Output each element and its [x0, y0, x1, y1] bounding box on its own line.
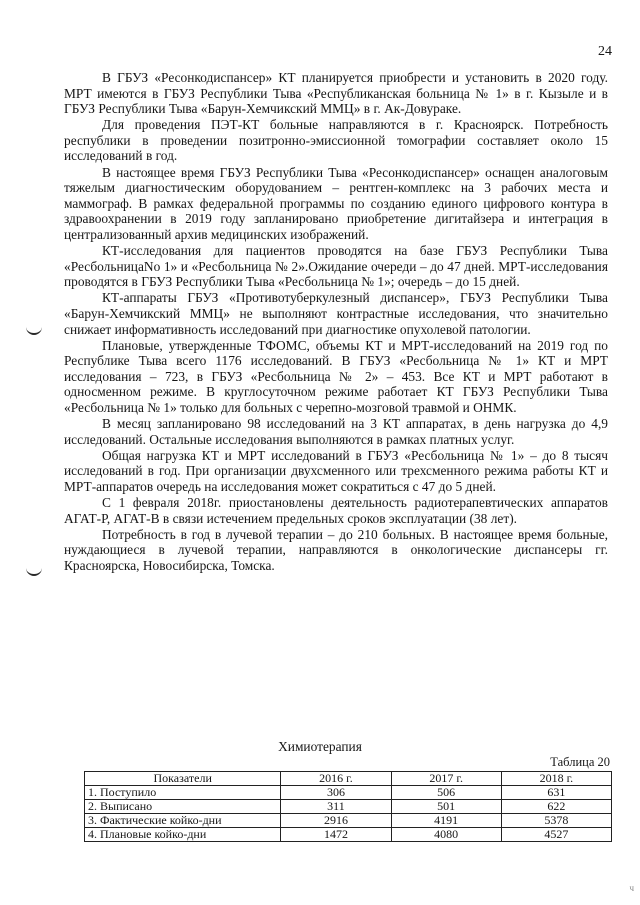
table-cell: 1472 — [281, 828, 391, 842]
margin-mark — [26, 566, 42, 576]
column-header: 2018 г. — [501, 772, 611, 786]
paragraph: КТ-аппараты ГБУЗ «Противотуберкулезный диспансер», ГБУЗ Республики Тыва «Барун-Хемчикский ММЦ» не выполняют контрастные исследования, что значительно снижает информативность исследований при диагностике опухолевой патологии. — [64, 290, 608, 337]
table-row — [85, 800, 612, 814]
table-cell: 622 — [501, 800, 611, 814]
table-caption: Таблица 20 — [550, 755, 610, 769]
table-cell: 2916 — [281, 814, 391, 828]
table-cell: 311 — [281, 800, 391, 814]
paragraph: Плановые, утвержденные ТФОМС, объемы КТ и МРТ-исследований на 2019 год по Республике Тыва всего 1176 исследований. В ГБУЗ «Ресбольница № 1» КТ и МРТ исследования – 723, в ГБУЗ «Ресбольница № 2» – 453. Все КТ и МРТ работают в односменном режиме. В круглосуточном режиме работает КТ ГБУЗ Республики Тыва «Ресбольница № 1» только для больных с черепно-мозговой травмой и ОНМК. — [64, 337, 608, 415]
table-cell: 506 — [391, 786, 501, 800]
table-cell: 4191 — [391, 814, 501, 828]
paragraph: С 1 февраля 2018г. приостановлены деятельность радиотерапевтических аппаратов АГАТ-Р, АГАТ-В в связи истечением предельных сроков эксплуатации (38 лет). — [64, 495, 608, 526]
margin-mark — [26, 325, 42, 335]
chemotherapy-table — [84, 771, 612, 842]
table-cell: 3. Фактические койко-дни — [85, 814, 281, 828]
table-cell: 4527 — [501, 828, 611, 842]
table-row — [85, 786, 612, 800]
body-text — [64, 70, 608, 574]
table-cell: 501 — [391, 800, 501, 814]
corner-mark: ч — [629, 883, 634, 893]
table-row — [85, 814, 612, 828]
paragraph: Для проведения ПЭТ-КТ больные направляются в г. Красноярск. Потребность республики в проведении позитронно-эмиссионной томографии составляет около 15 исследований в год. — [64, 117, 608, 164]
column-header: Показатели — [85, 772, 281, 786]
paragraph: В ГБУЗ «Ресонкодиспансер» КТ планируется приобрести и установить в 2020 году. МРТ имеются в ГБУЗ Республики Тыва «Республиканская больница № 1» в г. Кызыле и в ГБУЗ Республики Тыва «Барун-Хемчикский ММЦ» в г. Ак-Довураке. — [64, 70, 608, 117]
paragraph: Потребность в год в лучевой терапии – до 210 больных. В настоящее время больные, нуждающиеся в лучевой терапии, направляются в онкологические диспансеры гг. Красноярска, Новосибирска, Томска. — [64, 526, 608, 573]
table-cell: 306 — [281, 786, 391, 800]
section-title: Химиотерапия — [278, 739, 362, 754]
table-cell: 1. Поступило — [85, 786, 281, 800]
table-cell: 4. Плановые койко-дни — [85, 828, 281, 842]
table-cell: 2. Выписано — [85, 800, 281, 814]
column-header: 2017 г. — [391, 772, 501, 786]
paragraph: Общая нагрузка КТ и МРТ исследований в ГБУЗ «Ресбольница № 1» – до 8 тысяч исследований в год. При организации двухсменного или трехсменного режима работы КТ и МРТ-аппаратов очередь на исследования может сократиться с 47 до 5 дней. — [64, 447, 608, 494]
page-number: 24 — [598, 44, 612, 59]
column-header: 2016 г. — [281, 772, 391, 786]
table-row — [85, 828, 612, 842]
paragraph: КТ-исследования для пациентов проводятся на базе ГБУЗ Республики Тыва «РесбольницаNo 1» и «Ресбольница № 2».Ожидание очереди – до 47 дней. МРТ-исследования проводятся в ГБУЗ Республики Тыва «Ресбольница № 1»; очередь – до 15 дней. — [64, 243, 608, 290]
table-cell: 4080 — [391, 828, 501, 842]
paragraph: В настоящее время ГБУЗ Республики Тыва «Ресонкодиспансер» оснащен аналоговым тяжелым диагностическим оборудованием – рентген-комплекс на 3 рабочих места и маммограф. В рамках федеральной программы по созданию единого цифрового контура в здравоохранении в 2019 году запланировано приобретение дигитайзера и интеграция в централизованный архив медицинских изображений. — [64, 164, 608, 242]
table-cell: 5378 — [501, 814, 611, 828]
table-cell: 631 — [501, 786, 611, 800]
paragraph: В месяц запланировано 98 исследований на 3 КТ аппаратах, в день нагрузка до 4,9 исследований. Остальные исследования выполняются в рамках платных услуг. — [64, 416, 608, 447]
table-header-row — [85, 772, 612, 786]
